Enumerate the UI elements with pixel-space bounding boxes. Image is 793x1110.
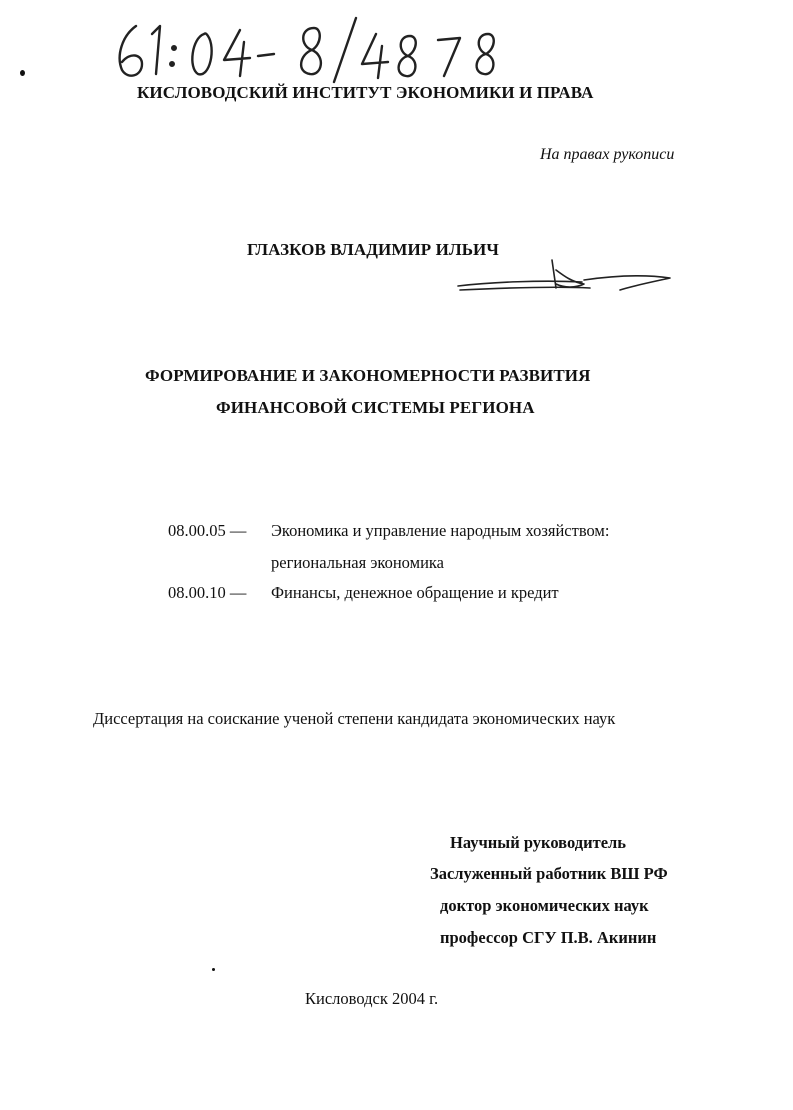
specialty-code: 08.00.10 — [168, 583, 247, 602]
city-year: Кисловодск 2004 г. [305, 989, 439, 1008]
supervisor-degree: доктор экономических наук [440, 896, 649, 915]
author-name: ГЛАЗКОВ ВЛАДИМИР ИЛЬИЧ [247, 240, 499, 259]
manuscript-note: На правах рукописи [540, 146, 675, 163]
handwritten-registry-code [108, 12, 528, 92]
dissertation-title-line-2: ФИНАНСОВОЙ СИСТЕМЫ РЕГИОНА [216, 398, 535, 417]
author-signature [452, 258, 677, 298]
specialty-code: 08.00.05 — [168, 521, 247, 540]
institute-name: КИСЛОВОДСКИЙ ИНСТИТУТ ЭКОНОМИКИ И ПРАВА [137, 83, 594, 102]
degree-statement: Диссертация на соискание ученой степени кандидата экономических наук [93, 709, 616, 728]
supervisor-honor: Заслуженный работник ВШ РФ [430, 864, 668, 883]
supervisor-name: профессор СГУ П.В. Акинин [440, 928, 657, 947]
specialty-name: Экономика и управление народным хозяйством: [271, 521, 610, 540]
scan-speck [20, 70, 25, 76]
scan-speck [212, 968, 215, 971]
specialty-name: Финансы, денежное обращение и кредит [271, 583, 559, 602]
supervisor-label: Научный руководитель [450, 833, 626, 852]
specialty-name-continued: региональная экономика [271, 553, 444, 572]
dissertation-title-line-1: ФОРМИРОВАНИЕ И ЗАКОНОМЕРНОСТИ РАЗВИТИЯ [145, 366, 591, 385]
